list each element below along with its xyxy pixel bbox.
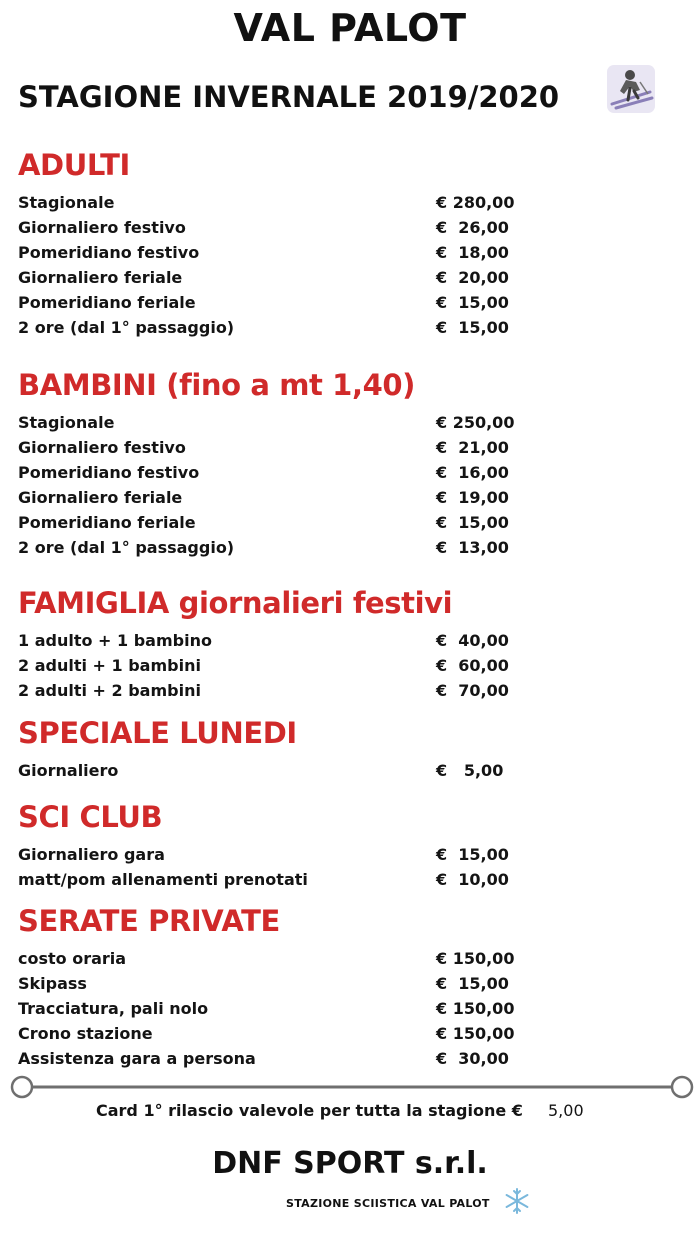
row-label: 1 adulto + 1 bambino [18,631,212,650]
price-row [18,758,538,783]
price-row [18,1046,538,1071]
row-label: matt/pom allenamenti prenotati [18,870,308,889]
price-row [18,485,538,510]
snowflake-icon [502,1186,532,1216]
row-label: Giornaliero festivo [18,218,186,237]
row-label: Pomeridiano festivo [18,463,200,482]
section-famiglia [18,586,538,703]
price-row [18,190,538,215]
section-sci-club [18,800,538,892]
section-title: BAMBINI (fino a mt 1,40) [18,368,415,402]
row-price: € 26,00 [436,218,509,237]
skier-icon [606,64,656,114]
price-row [18,240,538,265]
row-price: € 70,00 [436,681,509,700]
row-price: € 10,00 [436,870,509,889]
row-price: € 150,00 [436,1024,515,1043]
price-row [18,678,538,703]
row-price: € 40,00 [436,631,509,650]
brand-name: DNF SPORT s.r.l. [212,1146,488,1181]
section-title: SCI CLUB [18,800,163,834]
row-label: 2 ore (dal 1° passaggio) [18,318,235,337]
card-note [96,1101,584,1120]
row-price: € 150,00 [436,999,515,1018]
row-price: € 150,00 [436,949,515,968]
row-label: Stagionale [18,193,115,212]
row-label: Crono stazione [18,1024,153,1043]
row-price: € 60,00 [436,656,509,675]
row-label: Pomeridiano feriale [18,293,196,312]
section-title: FAMIGLIA giornalieri festivi [18,586,453,620]
row-label: 2 adulti + 1 bambini [18,656,201,675]
row-label: Pomeridiano festivo [18,243,200,262]
card-price: 5,00 [548,1101,584,1120]
row-price: € 280,00 [436,193,515,212]
row-label: Giornaliero gara [18,845,165,864]
row-price: € 18,00 [436,243,509,262]
row-label: Tracciatura, pali nolo [18,999,209,1018]
price-row [18,842,538,867]
price-row [18,460,538,485]
row-label: Skipass [18,974,87,993]
section-bambini [18,368,538,560]
price-row [18,265,538,290]
section-speciale-lunedi [18,716,538,783]
row-label: costo oraria [18,949,127,968]
row-label: Stagionale [18,413,115,432]
price-row [18,535,538,560]
price-row [18,215,538,240]
row-price: € 21,00 [436,438,509,457]
row-price: € 20,00 [436,268,509,287]
row-price: € 15,00 [436,318,509,337]
row-label: 2 adulti + 2 bambini [18,681,201,700]
section-adulti [18,148,538,340]
price-row [18,996,538,1021]
section-title: SERATE PRIVATE [18,904,280,938]
price-row [18,290,538,315]
row-price: € 5,00 [436,761,504,780]
divider-line [10,1075,694,1099]
card-label: Card 1° rilascio valevole per tutta la stagione € [96,1101,523,1120]
row-label: Giornaliero [18,761,119,780]
page-title: VAL PALOT [233,6,467,50]
price-row [18,946,538,971]
row-price: € 15,00 [436,974,509,993]
section-title: SPECIALE LUNEDI [18,716,297,750]
row-price: € 15,00 [436,845,509,864]
price-row [18,315,538,340]
price-row [18,867,538,892]
row-label: Giornaliero feriale [18,268,183,287]
row-label: 2 ore (dal 1° passaggio) [18,538,235,557]
section-serate-private [18,904,538,1071]
row-price: € 250,00 [436,413,515,432]
station-name: STAZIONE SCIISTICA VAL PALOT [286,1197,490,1210]
price-row [18,628,538,653]
row-price: € 13,00 [436,538,509,557]
row-label: Giornaliero festivo [18,438,186,457]
price-row [18,410,538,435]
season-subtitle: STAGIONE INVERNALE 2019/2020 [18,80,560,114]
price-row [18,510,538,535]
row-label: Assistenza gara a persona [18,1049,256,1068]
price-row [18,1021,538,1046]
price-row [18,435,538,460]
price-row [18,971,538,996]
row-price: € 16,00 [436,463,509,482]
price-row [18,653,538,678]
row-label: Giornaliero feriale [18,488,183,507]
row-price: € 19,00 [436,488,509,507]
row-price: € 15,00 [436,293,509,312]
row-price: € 15,00 [436,513,509,532]
row-label: Pomeridiano feriale [18,513,196,532]
row-price: € 30,00 [436,1049,509,1068]
section-title: ADULTI [18,148,130,182]
